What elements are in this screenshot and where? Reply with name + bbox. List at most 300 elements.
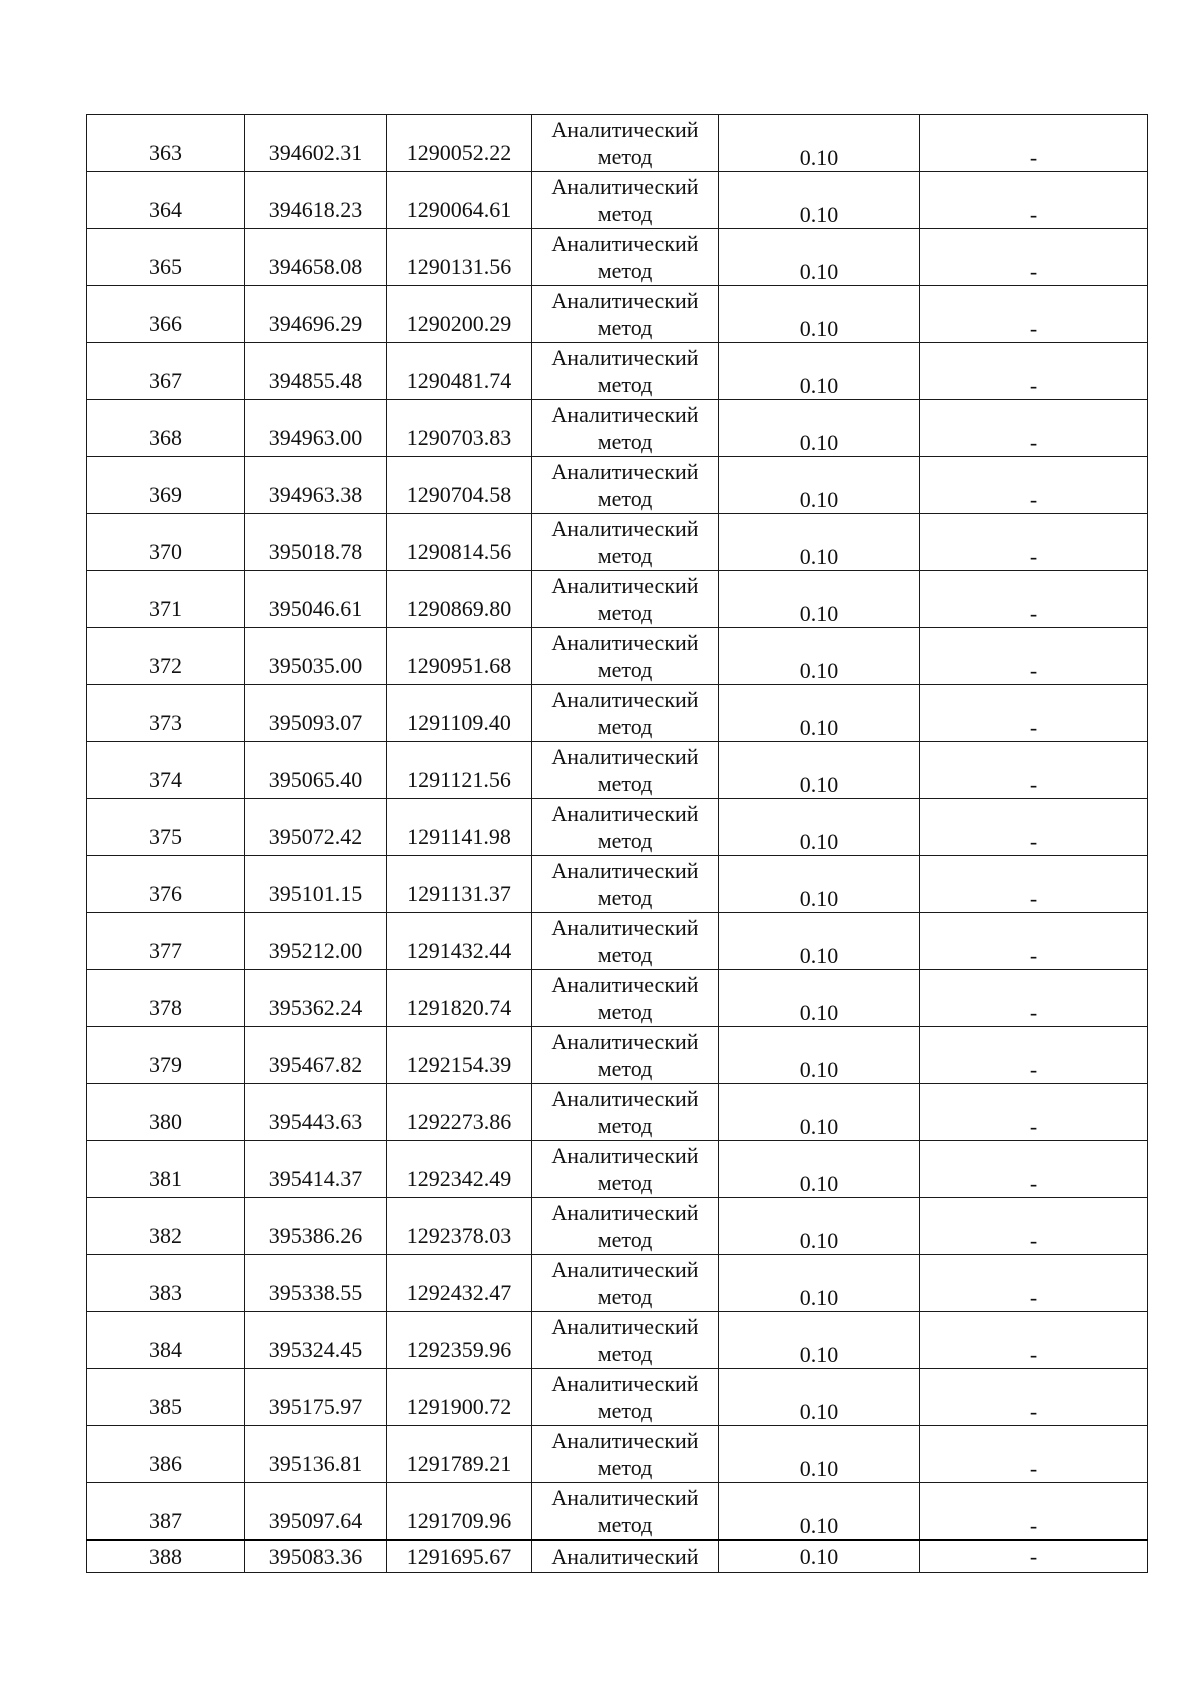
x-coordinate-cell	[245, 514, 387, 571]
accuracy-cell	[719, 1084, 920, 1141]
method-line-2: метод	[597, 1512, 653, 1537]
x-coordinate: 395101.15	[268, 881, 363, 906]
accuracy-value: 0.10	[799, 487, 839, 512]
y-coordinate-cell	[387, 571, 532, 628]
note-value: -	[1029, 829, 1038, 854]
accuracy-value: 0.10	[799, 1342, 839, 1367]
point-number-cell	[87, 1198, 245, 1255]
method-line-1: Аналитический	[551, 1029, 699, 1054]
point-number: 363	[149, 140, 182, 165]
accuracy-value: 0.10	[799, 886, 839, 911]
method-cell	[532, 628, 719, 685]
method-line-1: Аналитический	[551, 1485, 699, 1510]
table-row	[87, 571, 1148, 628]
note-cell	[920, 457, 1148, 514]
table-row	[87, 172, 1148, 229]
method-line-1: Аналитический	[551, 459, 699, 484]
table-row	[87, 742, 1148, 799]
method-line-2: метод	[597, 372, 653, 397]
point-number: 382	[149, 1223, 182, 1248]
point-number-cell	[87, 1369, 245, 1426]
y-coordinate-cell	[387, 1483, 532, 1541]
table-row	[87, 514, 1148, 571]
method-cell	[532, 514, 719, 571]
method-cell	[532, 1255, 719, 1312]
y-coordinate: 1290200.29	[406, 311, 512, 336]
accuracy-value: 0.10	[799, 316, 839, 341]
y-coordinate-cell	[387, 1540, 532, 1573]
y-coordinate: 1290869.80	[406, 596, 512, 621]
note-cell	[920, 1198, 1148, 1255]
table-row	[87, 685, 1148, 742]
point-number: 375	[149, 824, 182, 849]
point-number: 378	[149, 995, 182, 1020]
x-coordinate: 395338.55	[268, 1280, 363, 1305]
method-line-1: Аналитический	[551, 231, 699, 256]
x-coordinate-cell	[245, 571, 387, 628]
point-number: 385	[149, 1394, 182, 1419]
accuracy-cell	[719, 286, 920, 343]
y-coordinate: 1290814.56	[406, 539, 512, 564]
x-coordinate: 395362.24	[268, 995, 363, 1020]
note-value: -	[1029, 1228, 1038, 1253]
coordinates-table-body	[87, 115, 1148, 1573]
method-line-1: Аналитический	[551, 915, 699, 940]
method-cell	[532, 343, 719, 400]
accuracy-value: 0.10	[799, 202, 839, 227]
point-number-cell	[87, 343, 245, 400]
point-number-cell	[87, 514, 245, 571]
method-line-2: метод	[597, 486, 653, 511]
method-line-2: метод	[597, 600, 653, 625]
note-cell	[920, 514, 1148, 571]
point-number: 365	[149, 254, 182, 279]
table-row	[87, 115, 1148, 172]
y-coordinate: 1291695.67	[406, 1543, 512, 1569]
method-line-1: Аналитический	[551, 687, 699, 712]
point-number-cell	[87, 229, 245, 286]
y-coordinate: 1291820.74	[406, 995, 512, 1020]
point-number: 369	[149, 482, 182, 507]
method-line-2: метод	[597, 258, 653, 283]
method-line-2: метод	[597, 942, 653, 967]
point-number: 373	[149, 710, 182, 735]
accuracy-value: 0.10	[799, 1228, 839, 1253]
accuracy-cell	[719, 1198, 920, 1255]
method-line-1: Аналитический	[551, 630, 699, 655]
y-coordinate: 1292273.86	[406, 1109, 512, 1134]
accuracy-cell	[719, 1483, 920, 1541]
y-coordinate-cell	[387, 742, 532, 799]
x-coordinate: 395072.42	[268, 824, 363, 849]
note-value: -	[1029, 1399, 1038, 1424]
accuracy-cell	[719, 115, 920, 172]
y-coordinate: 1291121.56	[407, 767, 511, 792]
note-cell	[920, 1426, 1148, 1483]
y-coordinate: 1291432.44	[406, 938, 512, 963]
method-cell	[532, 172, 719, 229]
accuracy-cell	[719, 1312, 920, 1369]
table-row	[87, 343, 1148, 400]
note-cell	[920, 172, 1148, 229]
x-coordinate-cell	[245, 400, 387, 457]
y-coordinate: 1290704.58	[406, 482, 512, 507]
method-line-1: Аналитический	[551, 117, 699, 142]
accuracy-value: 0.10	[799, 829, 839, 854]
point-number-cell	[87, 742, 245, 799]
y-coordinate-cell	[387, 628, 532, 685]
method-line-2: метод	[597, 828, 653, 853]
x-coordinate-cell	[245, 1255, 387, 1312]
x-coordinate-cell	[245, 1084, 387, 1141]
method-cell	[532, 229, 719, 286]
method-cell	[532, 1312, 719, 1369]
method-line-2: метод	[597, 999, 653, 1024]
note-cell	[920, 115, 1148, 172]
point-number: 384	[149, 1337, 182, 1362]
x-coordinate: 394658.08	[268, 254, 363, 279]
method-line-1: Аналитический	[551, 744, 699, 769]
table-row	[87, 1198, 1148, 1255]
note-value: -	[1029, 259, 1038, 284]
point-number: 383	[149, 1280, 182, 1305]
method-line-1: Аналитический	[551, 1200, 699, 1225]
point-number-cell	[87, 1483, 245, 1541]
method-cell	[532, 1027, 719, 1084]
x-coordinate-cell	[245, 628, 387, 685]
point-number: 366	[149, 311, 182, 336]
note-cell	[920, 1027, 1148, 1084]
method-line-1: Аналитический	[551, 972, 699, 997]
point-number-cell	[87, 913, 245, 970]
point-number-cell	[87, 286, 245, 343]
note-cell	[920, 1141, 1148, 1198]
x-coordinate-cell	[245, 970, 387, 1027]
y-coordinate: 1290131.56	[406, 254, 512, 279]
x-coordinate-cell	[245, 685, 387, 742]
accuracy-value: 0.10	[799, 1114, 839, 1139]
method-cell	[532, 571, 719, 628]
accuracy-cell	[719, 856, 920, 913]
y-coordinate: 1292342.49	[406, 1166, 512, 1191]
x-coordinate: 395046.61	[268, 596, 363, 621]
x-coordinate-cell	[245, 1312, 387, 1369]
point-number-cell	[87, 685, 245, 742]
method-line-1: Аналитический	[551, 1086, 699, 1111]
method-line-1: Аналитический	[551, 1314, 699, 1339]
method-line-2: метод	[597, 1113, 653, 1138]
y-coordinate: 1292432.47	[406, 1280, 512, 1305]
method-line-1: Аналитический	[551, 801, 699, 826]
note-value: -	[1029, 1543, 1038, 1569]
accuracy-cell	[719, 628, 920, 685]
method-line-2: метод	[597, 315, 653, 340]
x-coordinate: 395386.26	[268, 1223, 363, 1248]
method-line-1: Аналитический	[551, 345, 699, 370]
accuracy-cell	[719, 685, 920, 742]
method-cell	[532, 799, 719, 856]
y-coordinate: 1291900.72	[406, 1394, 512, 1419]
method-line-1: Аналитический	[551, 174, 699, 199]
point-number-cell	[87, 400, 245, 457]
note-value: -	[1029, 1114, 1038, 1139]
note-value: -	[1029, 145, 1038, 170]
note-cell	[920, 1255, 1148, 1312]
note-value: -	[1029, 1057, 1038, 1082]
method-cell	[532, 400, 719, 457]
table-row	[87, 1483, 1148, 1541]
method-line-2: метод	[597, 1341, 653, 1366]
x-coordinate-cell	[245, 1369, 387, 1426]
point-number: 364	[149, 197, 182, 222]
note-cell	[920, 400, 1148, 457]
note-cell	[920, 571, 1148, 628]
point-number-cell	[87, 1084, 245, 1141]
y-coordinate-cell	[387, 799, 532, 856]
note-value: -	[1029, 715, 1038, 740]
x-coordinate: 395443.63	[268, 1109, 363, 1134]
accuracy-value: 0.10	[799, 943, 839, 968]
point-number-cell	[87, 1255, 245, 1312]
method-line-2: метод	[597, 714, 653, 739]
table-row	[87, 1255, 1148, 1312]
x-coordinate: 395136.81	[268, 1451, 363, 1476]
method-line-1: Аналитический	[551, 858, 699, 883]
accuracy-cell	[719, 1426, 920, 1483]
method-line-1: Аналитический	[551, 573, 699, 598]
point-number: 374	[149, 767, 182, 792]
point-number: 387	[149, 1508, 182, 1533]
accuracy-cell	[719, 514, 920, 571]
accuracy-cell	[719, 172, 920, 229]
x-coordinate-cell	[245, 1483, 387, 1541]
x-coordinate: 394696.29	[268, 311, 363, 336]
x-coordinate-cell	[245, 115, 387, 172]
note-value: -	[1029, 601, 1038, 626]
method-line-2: метод	[597, 657, 653, 682]
point-number-cell	[87, 799, 245, 856]
x-coordinate-cell	[245, 343, 387, 400]
accuracy-value: 0.10	[799, 1171, 839, 1196]
y-coordinate: 1291709.96	[406, 1508, 512, 1533]
x-coordinate-cell	[245, 457, 387, 514]
note-value: -	[1029, 1456, 1038, 1481]
accuracy-value: 0.10	[799, 1399, 839, 1424]
method-line-2: метод	[597, 144, 653, 169]
table-row	[87, 628, 1148, 685]
accuracy-cell	[719, 799, 920, 856]
method-line-2: метод	[597, 1398, 653, 1423]
y-coordinate-cell	[387, 400, 532, 457]
method-cell	[532, 1540, 719, 1573]
note-cell	[920, 1312, 1148, 1369]
accuracy-value: 0.10	[799, 544, 839, 569]
x-coordinate: 395018.78	[268, 539, 363, 564]
x-coordinate: 395083.36	[268, 1543, 363, 1569]
point-number-cell	[87, 970, 245, 1027]
point-number-cell	[87, 457, 245, 514]
method-line-2: метод	[597, 1227, 653, 1252]
y-coordinate: 1291109.40	[407, 710, 511, 735]
y-coordinate-cell	[387, 1369, 532, 1426]
method-line-1: Аналитический	[551, 1371, 699, 1396]
y-coordinate-cell	[387, 913, 532, 970]
note-value: -	[1029, 1171, 1038, 1196]
y-coordinate-cell	[387, 970, 532, 1027]
method-line-2: метод	[597, 885, 653, 910]
x-coordinate: 394602.31	[268, 140, 363, 165]
method-cell	[532, 115, 719, 172]
accuracy-cell	[719, 970, 920, 1027]
accuracy-value: 0.10	[799, 1000, 839, 1025]
accuracy-cell	[719, 1369, 920, 1426]
coordinates-table	[86, 114, 1148, 1573]
x-coordinate-cell	[245, 856, 387, 913]
note-cell	[920, 286, 1148, 343]
method-line-2: метод	[597, 1170, 653, 1195]
accuracy-cell	[719, 571, 920, 628]
x-coordinate-cell	[245, 1141, 387, 1198]
note-value: -	[1029, 658, 1038, 683]
note-value: -	[1029, 544, 1038, 569]
table-row	[87, 457, 1148, 514]
point-number: 367	[149, 368, 182, 393]
y-coordinate: 1290052.22	[406, 140, 512, 165]
method-cell	[532, 457, 719, 514]
note-value: -	[1029, 202, 1038, 227]
accuracy-value: 0.10	[799, 430, 839, 455]
point-number: 380	[149, 1109, 182, 1134]
y-coordinate: 1290481.74	[406, 368, 512, 393]
accuracy-cell	[719, 1027, 920, 1084]
accuracy-cell	[719, 742, 920, 799]
table-row-last	[87, 1540, 1148, 1573]
x-coordinate: 395097.64	[268, 1508, 363, 1533]
point-number: 388	[149, 1543, 182, 1569]
x-coordinate: 394963.00	[268, 425, 363, 450]
accuracy-cell	[719, 1540, 920, 1573]
method-line-1: Аналитический	[551, 1257, 699, 1282]
y-coordinate-cell	[387, 1255, 532, 1312]
method-line-2: метод	[597, 543, 653, 568]
y-coordinate: 1292378.03	[406, 1223, 512, 1248]
accuracy-cell	[719, 400, 920, 457]
x-coordinate: 395324.45	[268, 1337, 363, 1362]
point-number-cell	[87, 115, 245, 172]
x-coordinate-cell	[245, 1540, 387, 1573]
point-number-cell	[87, 1426, 245, 1483]
table-row	[87, 1027, 1148, 1084]
method-cell	[532, 970, 719, 1027]
note-value: -	[1029, 430, 1038, 455]
y-coordinate: 1290951.68	[406, 653, 512, 678]
point-number: 370	[149, 539, 182, 564]
y-coordinate: 1291131.37	[407, 881, 511, 906]
note-cell	[920, 799, 1148, 856]
table-row	[87, 229, 1148, 286]
y-coordinate-cell	[387, 1198, 532, 1255]
note-cell	[920, 970, 1148, 1027]
x-coordinate: 395035.00	[268, 653, 363, 678]
x-coordinate: 395065.40	[268, 767, 363, 792]
method-line-1: Аналитический	[551, 1143, 699, 1168]
y-coordinate-cell	[387, 1426, 532, 1483]
note-value: -	[1029, 1513, 1038, 1538]
method-line-1: Аналитический	[551, 288, 699, 313]
y-coordinate-cell	[387, 286, 532, 343]
note-value: -	[1029, 943, 1038, 968]
y-coordinate-cell	[387, 685, 532, 742]
point-number-cell	[87, 856, 245, 913]
accuracy-cell	[719, 1141, 920, 1198]
y-coordinate: 1290703.83	[406, 425, 512, 450]
y-coordinate: 1290064.61	[406, 197, 512, 222]
table-row	[87, 1369, 1148, 1426]
x-coordinate: 394963.38	[268, 482, 363, 507]
y-coordinate: 1291789.21	[406, 1451, 512, 1476]
x-coordinate-cell	[245, 913, 387, 970]
table-row	[87, 970, 1148, 1027]
method-cell	[532, 913, 719, 970]
note-value: -	[1029, 487, 1038, 512]
note-value: -	[1029, 1285, 1038, 1310]
table-row	[87, 286, 1148, 343]
method-cell	[532, 1369, 719, 1426]
method-line-2: метод	[597, 201, 653, 226]
x-coordinate-cell	[245, 742, 387, 799]
note-cell	[920, 343, 1148, 400]
y-coordinate-cell	[387, 514, 532, 571]
x-coordinate: 395175.97	[268, 1394, 363, 1419]
accuracy-value: 0.10	[799, 373, 839, 398]
method-cell	[532, 1198, 719, 1255]
point-number: 371	[149, 596, 182, 621]
accuracy-value: 0.10	[799, 1285, 839, 1310]
y-coordinate-cell	[387, 343, 532, 400]
accuracy-value: 0.10	[799, 715, 839, 740]
y-coordinate: 1292154.39	[406, 1052, 512, 1077]
table-row	[87, 1141, 1148, 1198]
accuracy-value: 0.10	[799, 145, 839, 170]
note-cell	[920, 913, 1148, 970]
table-row	[87, 1312, 1148, 1369]
accuracy-value: 0.10	[799, 658, 839, 683]
note-value: -	[1029, 373, 1038, 398]
accuracy-cell	[719, 229, 920, 286]
x-coordinate: 395414.37	[268, 1166, 363, 1191]
y-coordinate-cell	[387, 1141, 532, 1198]
point-number: 368	[149, 425, 182, 450]
note-value: -	[1029, 886, 1038, 911]
note-cell	[920, 1369, 1148, 1426]
y-coordinate-cell	[387, 229, 532, 286]
note-cell	[920, 1483, 1148, 1541]
method-cell	[532, 1084, 719, 1141]
point-number-cell	[87, 1027, 245, 1084]
point-number-cell	[87, 1540, 245, 1573]
method-cell	[532, 856, 719, 913]
method-cell	[532, 1483, 719, 1541]
point-number: 377	[149, 938, 182, 963]
note-value: -	[1029, 316, 1038, 341]
accuracy-cell	[719, 913, 920, 970]
table-row	[87, 799, 1148, 856]
point-number: 381	[149, 1166, 182, 1191]
point-number-cell	[87, 1141, 245, 1198]
y-coordinate: 1291141.98	[407, 824, 511, 849]
note-cell	[920, 685, 1148, 742]
method-cell	[532, 1426, 719, 1483]
